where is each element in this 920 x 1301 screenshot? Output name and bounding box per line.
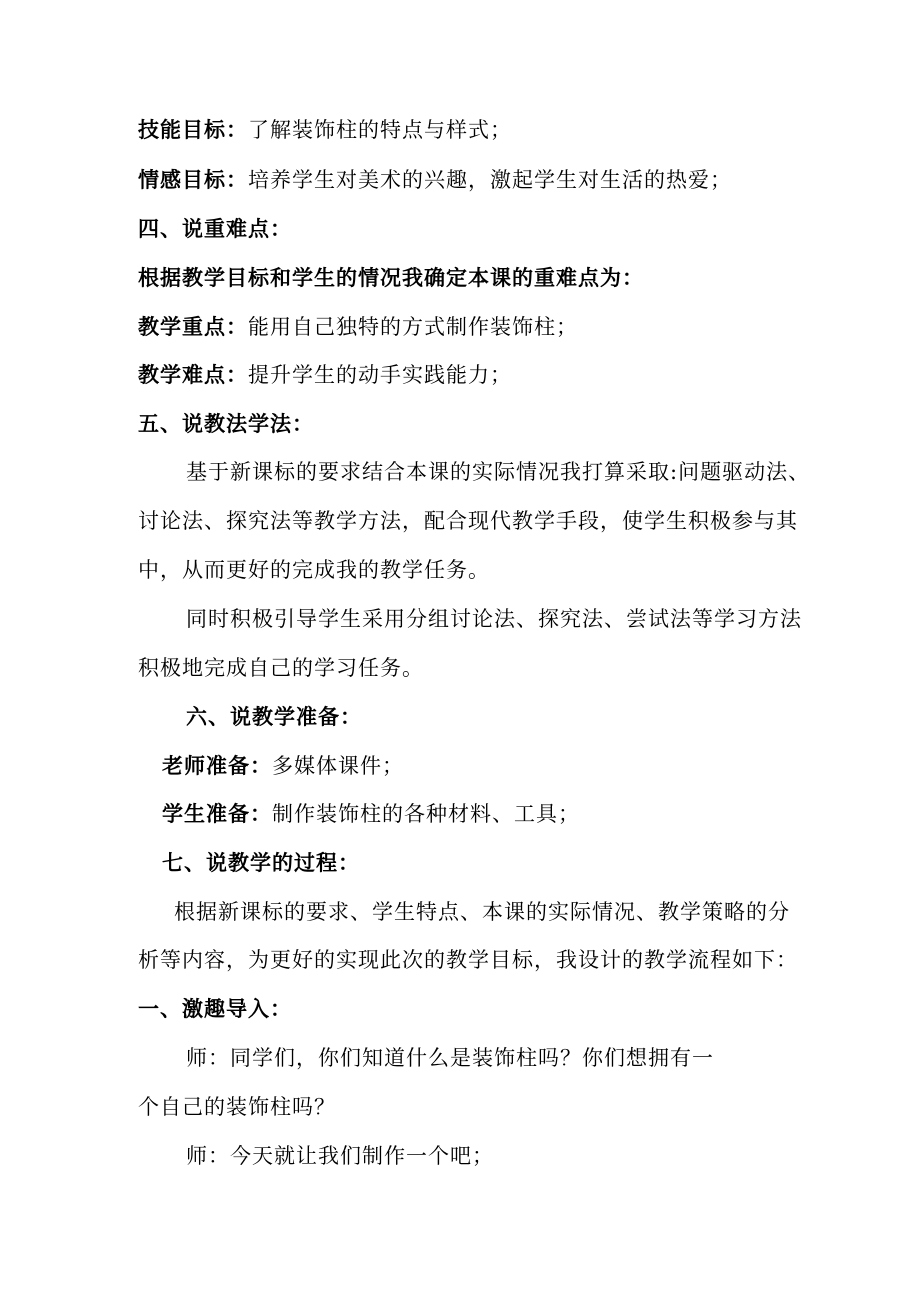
- difficulty-label: 教学难点：: [138, 362, 248, 387]
- section7-p-line2: 析等内容，为更好的实现此次的教学目标，我设计的教学流程如下：: [138, 948, 798, 972]
- key-point-line: [138, 313, 578, 341]
- section7-title: 七、说教学的过程：: [162, 850, 360, 875]
- skill-goal-line: [138, 116, 512, 144]
- skill-goal-label: 技能目标：: [138, 117, 248, 142]
- section5-p1-line3: 中，从而更好的完成我的教学任务。: [138, 558, 490, 582]
- emotion-goal-label: 情感目标：: [138, 167, 248, 192]
- section5-p1-line1: 基于新课标的要求结合本课的实际情况我打算采取:问题驱动法、: [186, 460, 811, 484]
- teacher-prep-line: [162, 752, 404, 780]
- part1-question-line2: 个自己的装饰柱吗？: [138, 1095, 336, 1119]
- teacher-prep-text: 多媒体课件；: [272, 754, 404, 778]
- emotion-goal-line: [138, 166, 732, 194]
- key-point-label: 教学重点：: [138, 314, 248, 339]
- section5-p2-line1: 同时积极引导学生采用分组讨论法、探究法、尝试法等学习方法: [186, 607, 802, 631]
- student-prep-label: 学生准备：: [162, 801, 272, 826]
- section6-title: 六、说教学准备：: [186, 704, 362, 729]
- section4-title: 四、说重难点：: [138, 216, 292, 241]
- key-point-text: 能用自己独特的方式制作装饰柱；: [248, 315, 578, 339]
- part1-question-line1: 师：同学们，你们知道什么是装饰柱吗？你们想拥有一: [186, 1046, 714, 1070]
- section5-title: 五、说教法学法：: [138, 411, 314, 436]
- student-prep-line: [162, 800, 580, 828]
- section7-p-line1: 根据新课标的要求、学生特点、本课的实际情况、教学策略的分: [174, 900, 790, 924]
- difficulty-text: 提升学生的动手实践能力；: [248, 363, 512, 387]
- section5-p1-line2: 讨论法、探究法等教学方法，配合现代教学手段，使学生积极参与其: [138, 509, 798, 533]
- skill-goal-text: 了解装饰柱的特点与样式；: [248, 118, 512, 142]
- section5-p2-line2: 积极地完成自己的学习任务。: [138, 656, 424, 680]
- student-prep-text: 制作装饰柱的各种材料、工具；: [272, 802, 580, 826]
- difficulty-line: [138, 361, 512, 389]
- part1-title: 一、激趣导入：: [138, 996, 292, 1021]
- section4-intro: 根据教学目标和学生的情况我确定本课的重难点为：: [138, 265, 644, 290]
- teacher-prep-label: 老师准备：: [162, 753, 272, 778]
- part1-question2: 师：今天就让我们制作一个吧；: [186, 1144, 494, 1168]
- emotion-goal-text: 培养学生对美术的兴趣，激起学生对生活的热爱；: [248, 168, 732, 192]
